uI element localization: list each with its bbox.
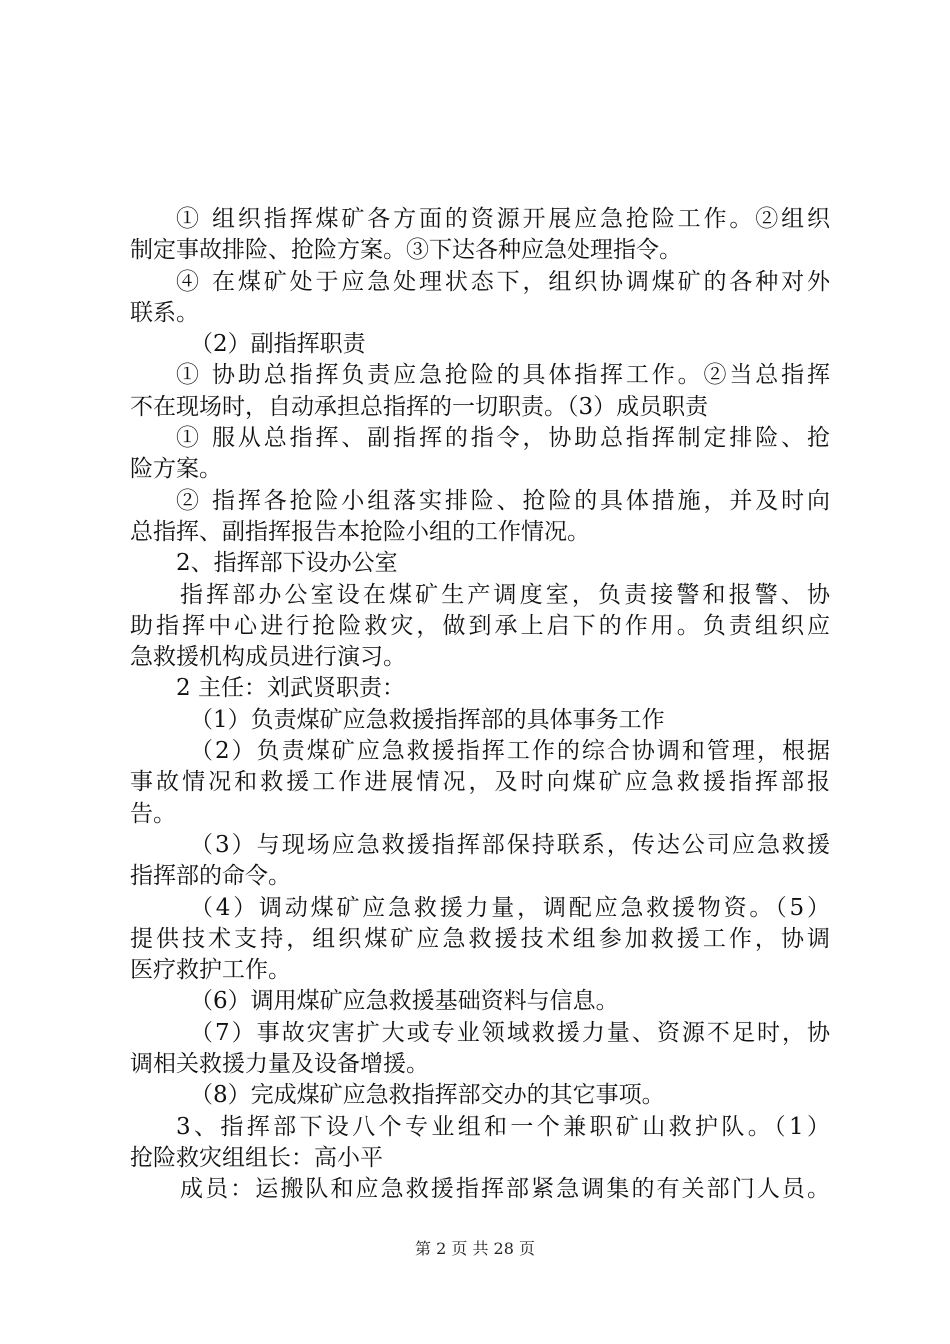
text-line: 2、指挥部下设办公室 [176,550,398,577]
text-line: 事故情况和救援工作进展情况，及时向煤矿应急救援指挥部报 [130,769,830,796]
text-line: （8）完成煤矿应急救指挥部交办的其它事项。 [190,1082,665,1109]
text-line: （2）负责煤矿应急救援指挥工作的综合协调和管理，根据 [190,738,830,765]
text-line: 调相关救援力量及设备增援。 [130,1051,429,1078]
text-line: ② 指挥各抢险小组落实排险、抢险的具体措施，并及时向 [176,487,830,514]
text-line: （3）与现场应急救援指挥部保持联系，传达公司应急救援 [190,831,830,858]
text-line: 成员：运搬队和应急救援指挥部紧急调集的有关部门人员。 [180,1176,830,1203]
text-line: 险方案。 [130,456,222,483]
text-line: （7）事故灾害扩大或专业领域救援力量、资源不足时，协 [190,1019,830,1046]
text-line: ④ 在煤矿处于应急处理状态下，组织协调煤矿的各种对外 [176,268,830,295]
text-line: （1）负责煤矿应急救援指挥部的具体事务工作 [190,706,665,733]
text-line: ① 组织指挥煤矿各方面的资源开展应急抢险工作。②组织 [176,206,830,232]
text-line: 助指挥中心进行抢险救灾，做到承上启下的作用。负责组织应 [130,612,830,639]
text-line: ① 协助总指挥负责应急抢险的具体指挥工作。②当总指挥 [176,362,830,389]
text-line: （2）副指挥职责 [190,331,366,358]
text-line: ① 服从总指挥、副指挥的指令，协助总指挥制定排险、抢 [176,425,830,452]
text-line: 制定事故排险、抢险方案。③下达各种应急处理指令。 [130,237,682,264]
text-line: 急救援机构成员进行演习。 [130,644,406,671]
text-line: 联系。 [130,299,199,326]
text-line: 指挥部的命令。 [130,863,291,890]
text-line: 3、指挥部下设八个专业组和一个兼职矿山救护队。（1） [176,1113,830,1140]
text-line: 总指挥、副指挥报告本抢险小组的工作情况。 [130,518,590,545]
text-line: 指挥部办公室设在煤矿生产调度室，负责接警和报警、协 [180,581,830,608]
text-line: （4）调动煤矿应急救援力量，调配应急救援物资。（5） [190,894,830,921]
text-line: 不在现场时，自动承担总指挥的一切职责。（3）成员职责 [130,393,709,420]
text-line: 提供技术支持，组织煤矿应急救援技术组参加救援工作，协调 [130,925,830,952]
document-body [130,204,830,1206]
text-line: 2 主任：刘武贤职责： [176,675,405,702]
text-line: 医疗救护工作。 [130,957,291,984]
text-line: （6）调用煤矿应急救援基础资料与信息。 [190,988,619,1015]
text-line: 抢险救灾组组长：高小平 [130,1144,383,1171]
text-line: 告。 [130,800,176,827]
page-footer: 第 2 页 共 28 页 [415,1239,535,1258]
